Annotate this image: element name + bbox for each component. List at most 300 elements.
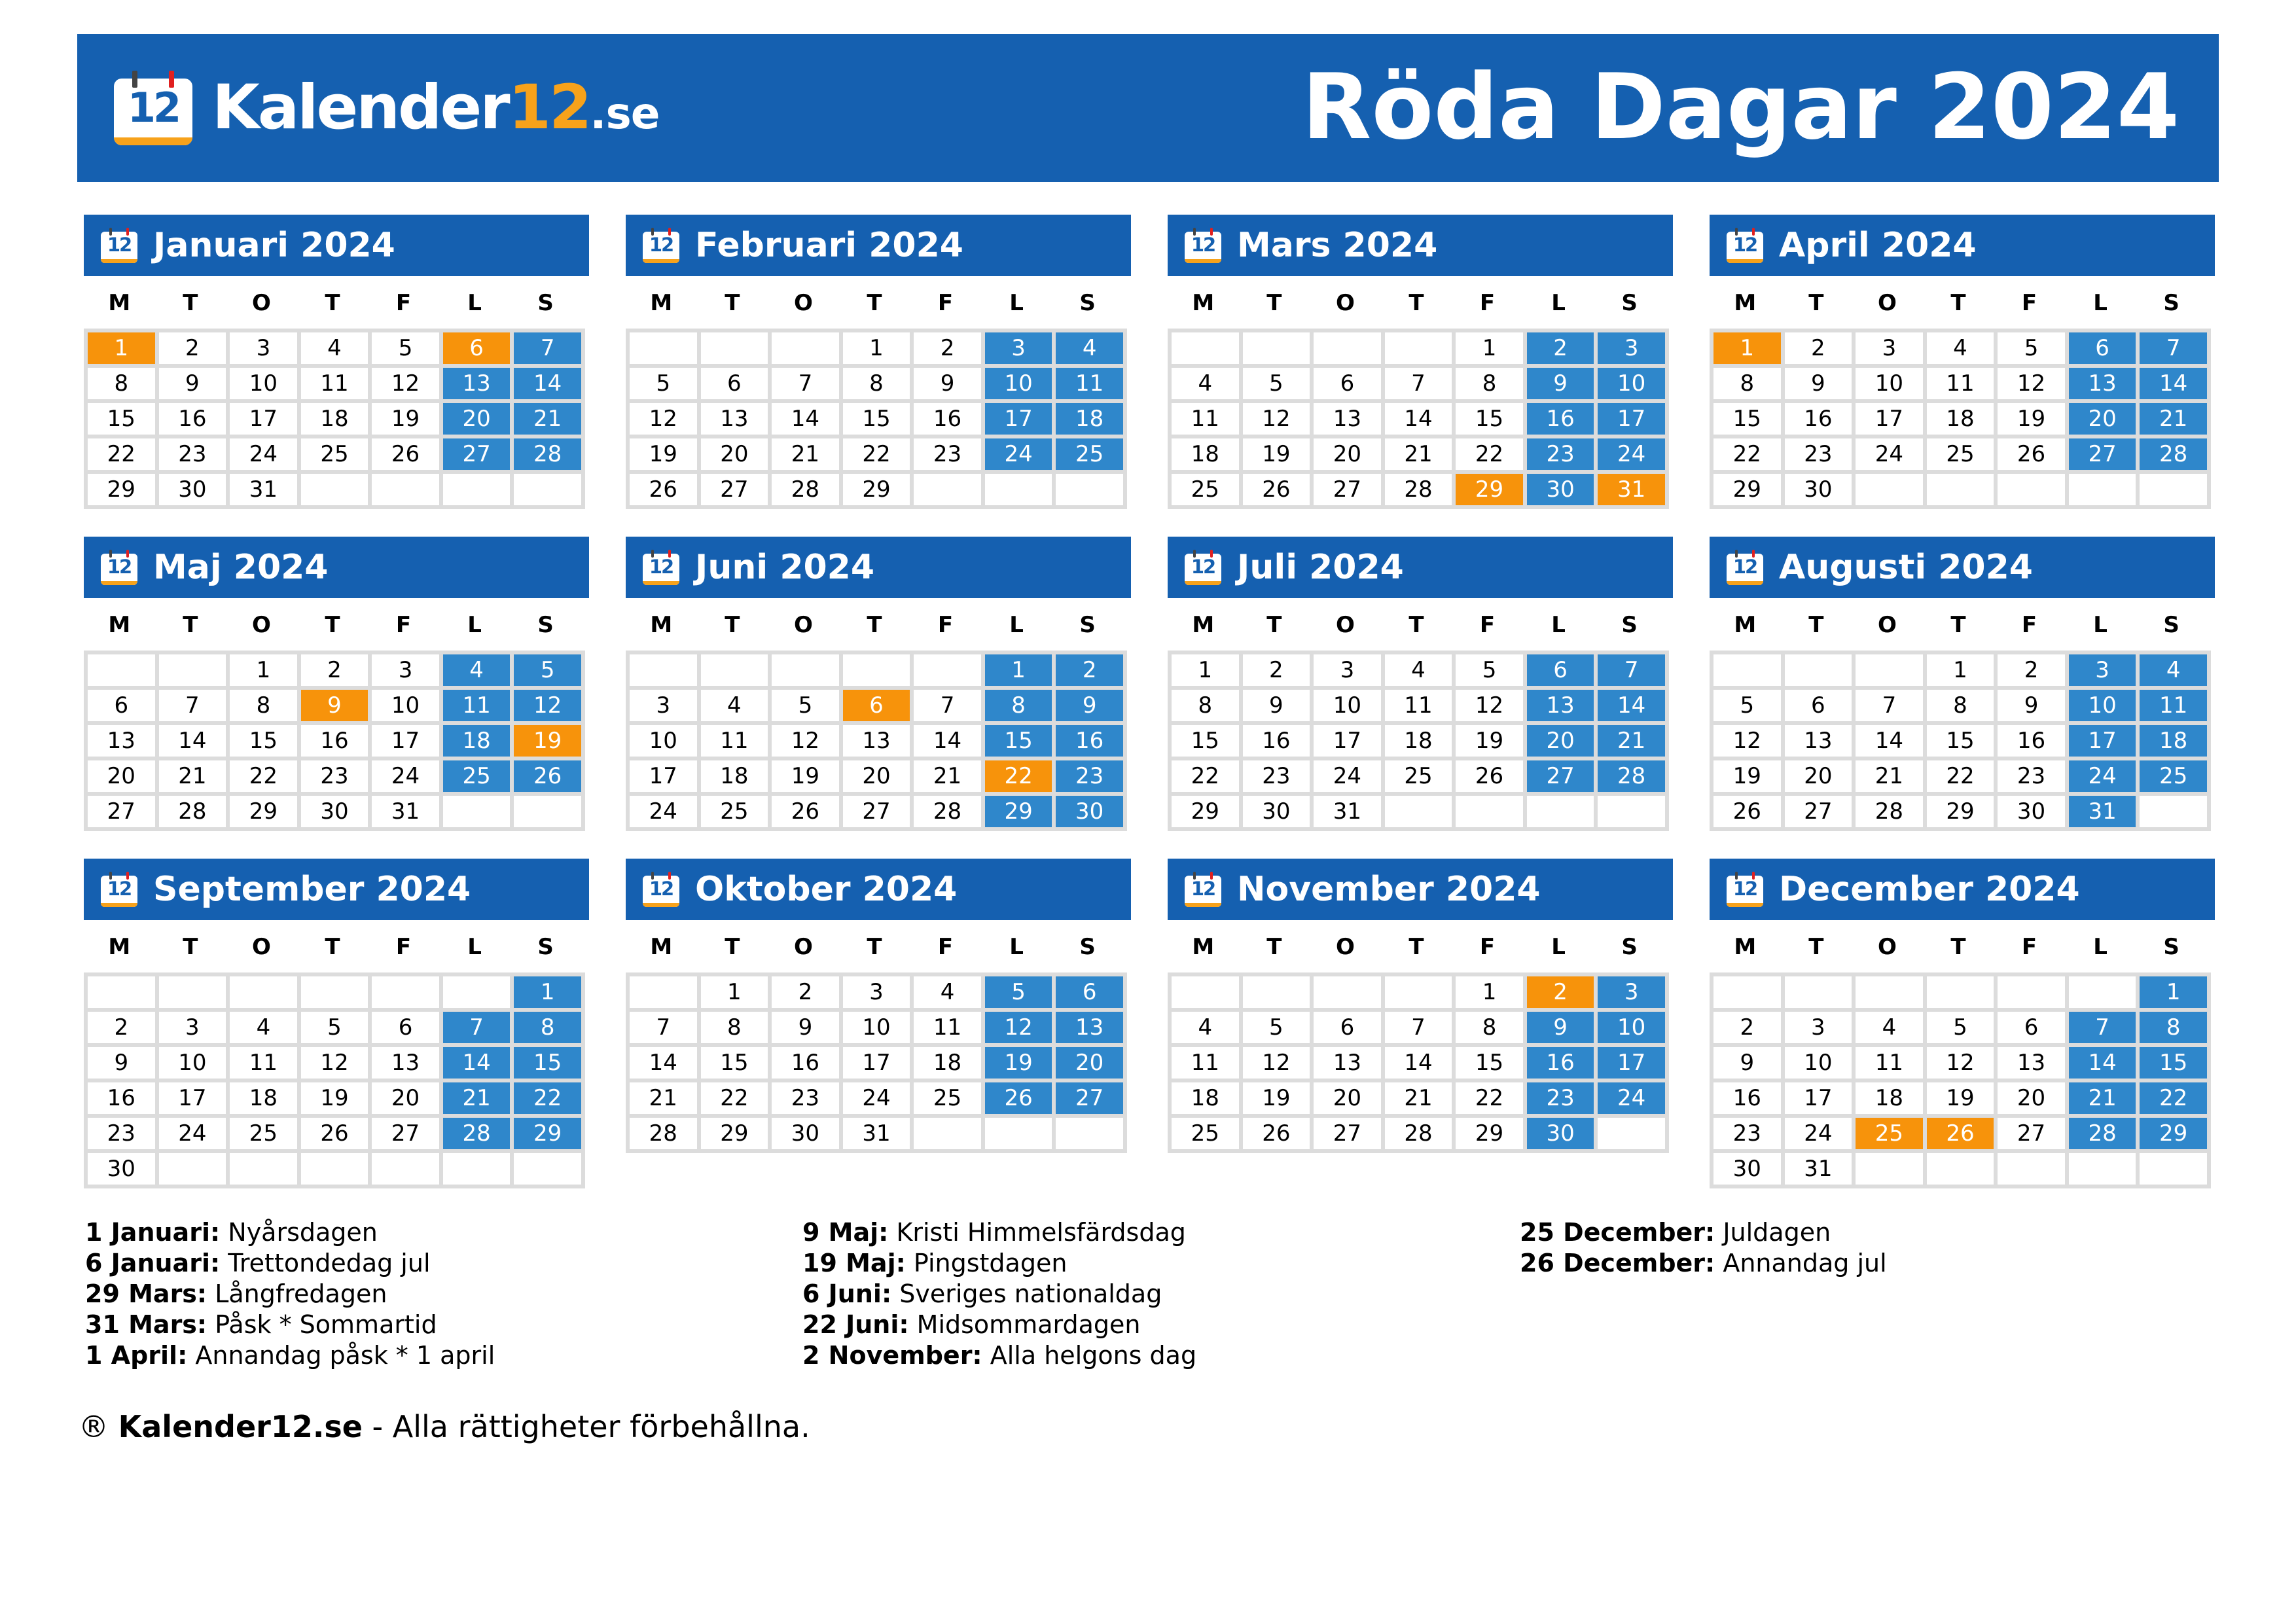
day-cell: 17 [228, 401, 299, 437]
week-row [628, 1010, 1125, 1045]
week-row [86, 688, 583, 723]
day-cell: 27 [1783, 794, 1854, 829]
day-cell: 19 [370, 401, 441, 437]
day-cell: 13 [841, 723, 912, 758]
day-cell: 11 [1854, 1045, 1925, 1080]
day-cell: 13 [1312, 1045, 1383, 1080]
day-cell: 20 [699, 437, 770, 472]
day-cell: 5 [1996, 330, 2067, 366]
weekend-day-cell: 14 [2138, 366, 2209, 401]
day-cell: 18 [299, 401, 370, 437]
day-grid [84, 972, 585, 1188]
day-cell: 10 [370, 688, 441, 723]
weekend-day-cell: 11 [2138, 688, 2209, 723]
week-row [1712, 437, 2209, 472]
weekday-label: M [650, 290, 673, 316]
holiday-day-cell: 9 [299, 688, 370, 723]
weekend-day-cell: 7 [441, 1010, 512, 1045]
month-header [1710, 537, 2215, 598]
day-cell: 7 [628, 1010, 699, 1045]
empty-cell [370, 974, 441, 1010]
day-cell: 16 [1996, 723, 2067, 758]
empty-cell [228, 1151, 299, 1186]
month-title: Juni 2024 [695, 548, 875, 587]
weekend-day-cell: 13 [441, 366, 512, 401]
weekend-day-cell: 4 [2138, 652, 2209, 688]
weekend-day-cell: 21 [441, 1080, 512, 1116]
day-cell: 21 [628, 1080, 699, 1116]
month-title: Maj 2024 [153, 548, 329, 587]
weekday-label: O [793, 934, 813, 960]
day-cell: 21 [1383, 437, 1454, 472]
day-grid [1168, 329, 1669, 509]
weekday-label: S [537, 612, 554, 638]
day-cell: 2 [770, 974, 841, 1010]
holiday-date: 6 Juni: [802, 1279, 892, 1308]
day-cell: 5 [1712, 688, 1783, 723]
day-grid [1710, 329, 2211, 509]
weekday-label: F [937, 934, 954, 960]
day-cell: 8 [841, 366, 912, 401]
day-cell: 7 [912, 688, 983, 723]
day-grid [1710, 972, 2211, 1188]
weekday-label: T [1266, 934, 1282, 960]
weekend-day-cell: 7 [512, 330, 583, 366]
weekday-label: T [1266, 290, 1282, 316]
weekend-day-cell: 7 [1596, 652, 1667, 688]
week-row [628, 1116, 1125, 1151]
empty-cell [2138, 794, 2209, 829]
weekend-day-cell: 7 [2138, 330, 2209, 366]
weekday-label: T [867, 612, 882, 638]
month-calendar [626, 859, 1131, 1153]
holiday-name: Nyårsdagen [228, 1218, 378, 1247]
holiday-column [802, 1217, 1196, 1371]
calendar-icon: 12 [643, 872, 679, 907]
calendar-icon: 12 [643, 228, 679, 263]
weekday-label: L [2093, 934, 2108, 960]
day-cell: 4 [1383, 652, 1454, 688]
day-cell: 19 [628, 437, 699, 472]
day-cell: 10 [1312, 688, 1383, 723]
day-cell: 6 [1312, 1010, 1383, 1045]
day-cell: 2 [1783, 330, 1854, 366]
day-cell: 8 [1454, 366, 1525, 401]
month-title: April 2024 [1779, 226, 1977, 265]
weekend-day-cell: 30 [1525, 1116, 1596, 1151]
day-cell: 31 [370, 794, 441, 829]
day-cell: 6 [1312, 366, 1383, 401]
weekend-day-cell: 7 [2067, 1010, 2138, 1045]
weekend-day-cell: 25 [2138, 758, 2209, 794]
month-calendar [1168, 859, 1673, 1153]
holiday-entry [1520, 1248, 1887, 1279]
weekend-day-cell: 14 [2067, 1045, 2138, 1080]
day-cell: 25 [299, 437, 370, 472]
day-cell: 11 [1170, 401, 1241, 437]
day-cell: 1 [1925, 652, 1996, 688]
day-cell: 13 [699, 401, 770, 437]
weekend-day-cell: 4 [1054, 330, 1125, 366]
holiday-entry [802, 1217, 1196, 1248]
month-calendar [1168, 215, 1673, 509]
week-row [86, 366, 583, 401]
holiday-entry [85, 1340, 495, 1371]
weekday-label: T [1950, 934, 1966, 960]
empty-cell [1596, 1116, 1667, 1151]
day-cell: 11 [912, 1010, 983, 1045]
day-cell: 18 [912, 1045, 983, 1080]
day-cell: 27 [1312, 1116, 1383, 1151]
weekday-label: M [650, 934, 673, 960]
day-grid [626, 651, 1127, 831]
day-cell: 31 [228, 472, 299, 507]
day-cell: 23 [1241, 758, 1312, 794]
weekday-header-row [1168, 288, 1665, 318]
empty-cell [157, 1151, 228, 1186]
day-cell: 23 [1712, 1116, 1783, 1151]
day-cell: 17 [1854, 401, 1925, 437]
empty-cell [1383, 974, 1454, 1010]
day-cell: 5 [1454, 652, 1525, 688]
empty-cell [299, 974, 370, 1010]
day-cell: 17 [1312, 723, 1383, 758]
weekend-day-cell: 20 [1054, 1045, 1125, 1080]
weekday-header-row [626, 288, 1123, 318]
day-cell: 21 [1854, 758, 1925, 794]
day-grid [1710, 651, 2211, 831]
day-cell: 23 [770, 1080, 841, 1116]
day-cell: 16 [1241, 723, 1312, 758]
weekday-header-row [626, 932, 1123, 962]
day-cell: 11 [299, 366, 370, 401]
day-cell: 27 [86, 794, 157, 829]
day-cell: 30 [86, 1151, 157, 1186]
week-row [1712, 1116, 2209, 1151]
day-cell: 23 [299, 758, 370, 794]
week-row [628, 723, 1125, 758]
day-cell: 17 [1783, 1080, 1854, 1116]
day-cell: 28 [1854, 794, 1925, 829]
day-cell: 26 [1241, 472, 1312, 507]
weekday-label: M [650, 612, 673, 638]
holiday-date: 1 Januari: [85, 1218, 221, 1247]
weekend-day-cell: 28 [1596, 758, 1667, 794]
calendar-icon: 12 [101, 228, 137, 263]
weekend-day-cell: 25 [441, 758, 512, 794]
weekend-day-cell: 10 [1596, 366, 1667, 401]
weekend-day-cell: 23 [1525, 1080, 1596, 1116]
day-cell: 16 [299, 723, 370, 758]
holiday-name: Sveriges nationaldag [899, 1279, 1162, 1308]
day-cell: 3 [628, 688, 699, 723]
weekday-header-row [1710, 288, 2207, 318]
empty-cell [86, 974, 157, 1010]
week-row [86, 437, 583, 472]
empty-cell [1454, 794, 1525, 829]
weekday-label: O [1335, 612, 1355, 638]
day-cell: 22 [1170, 758, 1241, 794]
day-cell: 19 [1925, 1080, 1996, 1116]
day-cell: 1 [1454, 974, 1525, 1010]
day-cell: 3 [157, 1010, 228, 1045]
day-cell: 19 [1241, 437, 1312, 472]
day-cell: 11 [228, 1045, 299, 1080]
day-cell: 4 [1925, 330, 1996, 366]
week-row [86, 1080, 583, 1116]
day-cell: 16 [1783, 401, 1854, 437]
weekend-day-cell: 9 [1054, 688, 1125, 723]
day-cell: 25 [1170, 472, 1241, 507]
weekend-day-cell: 13 [2067, 366, 2138, 401]
day-cell: 27 [1312, 472, 1383, 507]
empty-cell [1783, 652, 1854, 688]
day-cell: 20 [841, 758, 912, 794]
week-row [1712, 794, 2209, 829]
weekday-label: O [1877, 934, 1897, 960]
weekend-day-cell: 8 [983, 688, 1054, 723]
day-cell: 13 [1996, 1045, 2067, 1080]
day-cell: 21 [157, 758, 228, 794]
day-cell: 28 [628, 1116, 699, 1151]
weekday-label: M [1734, 290, 1757, 316]
day-cell: 31 [1783, 1151, 1854, 1186]
day-cell: 14 [1383, 1045, 1454, 1080]
day-cell: 20 [1312, 1080, 1383, 1116]
day-cell: 1 [228, 652, 299, 688]
empty-cell [699, 330, 770, 366]
day-cell: 14 [628, 1045, 699, 1080]
day-cell: 19 [1996, 401, 2067, 437]
day-cell: 19 [1712, 758, 1783, 794]
day-cell: 20 [86, 758, 157, 794]
weekend-day-cell: 28 [2138, 437, 2209, 472]
weekend-day-cell: 27 [2067, 437, 2138, 472]
week-row [628, 1080, 1125, 1116]
day-cell: 26 [370, 437, 441, 472]
week-row [1712, 652, 2209, 688]
weekend-day-cell: 12 [512, 688, 583, 723]
day-cell: 15 [86, 401, 157, 437]
weekend-day-cell: 15 [512, 1045, 583, 1080]
empty-cell [983, 1116, 1054, 1151]
holiday-date: 9 Maj: [802, 1218, 889, 1247]
day-cell: 16 [912, 401, 983, 437]
holiday-date: 31 Mars: [85, 1310, 207, 1339]
day-cell: 5 [370, 330, 441, 366]
week-row [628, 366, 1125, 401]
day-cell: 18 [1383, 723, 1454, 758]
empty-cell [1854, 1151, 1925, 1186]
weekday-label: T [1408, 934, 1424, 960]
day-cell: 9 [86, 1045, 157, 1080]
day-cell: 8 [1170, 688, 1241, 723]
day-cell: 30 [1783, 472, 1854, 507]
day-cell: 21 [770, 437, 841, 472]
day-cell: 9 [1241, 688, 1312, 723]
day-cell: 16 [157, 401, 228, 437]
day-cell: 19 [1454, 723, 1525, 758]
week-row [628, 652, 1125, 688]
weekend-day-cell: 27 [441, 437, 512, 472]
week-row [628, 758, 1125, 794]
weekend-day-cell: 19 [983, 1045, 1054, 1080]
month-header [84, 215, 589, 276]
day-cell: 8 [1454, 1010, 1525, 1045]
day-cell: 4 [699, 688, 770, 723]
day-cell: 18 [1170, 437, 1241, 472]
day-grid [1168, 651, 1669, 831]
weekend-day-cell: 12 [983, 1010, 1054, 1045]
weekday-label: S [2163, 290, 2179, 316]
holiday-day-cell: 25 [1854, 1116, 1925, 1151]
day-cell: 10 [1783, 1045, 1854, 1080]
week-row [86, 1116, 583, 1151]
weekend-day-cell: 29 [512, 1116, 583, 1151]
day-cell: 24 [370, 758, 441, 794]
month-header [1168, 859, 1673, 920]
weekend-day-cell: 29 [2138, 1116, 2209, 1151]
month-title: November 2024 [1237, 870, 1541, 909]
day-cell: 19 [299, 1080, 370, 1116]
day-cell: 27 [370, 1116, 441, 1151]
day-cell: 22 [1454, 1080, 1525, 1116]
day-cell: 1 [699, 974, 770, 1010]
site-logo[interactable] [114, 71, 660, 145]
empty-cell [983, 472, 1054, 507]
day-cell: 3 [1783, 1010, 1854, 1045]
day-cell: 4 [1170, 1010, 1241, 1045]
day-cell: 24 [1783, 1116, 1854, 1151]
day-cell: 18 [228, 1080, 299, 1116]
week-row [628, 688, 1125, 723]
week-row [1170, 652, 1667, 688]
weekday-label: T [1808, 290, 1824, 316]
day-cell: 26 [1996, 437, 2067, 472]
day-cell: 3 [841, 974, 912, 1010]
day-cell: 31 [1312, 794, 1383, 829]
weekday-label: S [1621, 612, 1638, 638]
day-cell: 24 [628, 794, 699, 829]
weekday-label: M [108, 934, 131, 960]
weekend-day-cell: 2 [1054, 652, 1125, 688]
day-cell: 15 [1712, 401, 1783, 437]
day-cell: 6 [1996, 1010, 2067, 1045]
weekday-label: S [537, 290, 554, 316]
day-cell: 24 [841, 1080, 912, 1116]
holiday-date: 2 November: [802, 1341, 982, 1370]
day-cell: 24 [1312, 758, 1383, 794]
weekday-label: F [937, 612, 954, 638]
weekday-label: F [395, 290, 412, 316]
holiday-day-cell: 6 [841, 688, 912, 723]
day-cell: 8 [1925, 688, 1996, 723]
weekend-day-cell: 8 [2138, 1010, 2209, 1045]
calendar-icon: 12 [1185, 872, 1221, 907]
day-cell: 8 [228, 688, 299, 723]
holiday-name: Juldagen [1723, 1218, 1831, 1247]
holiday-date: 22 Juni: [802, 1310, 909, 1339]
day-cell: 28 [770, 472, 841, 507]
day-cell: 17 [370, 723, 441, 758]
day-cell: 26 [628, 472, 699, 507]
day-cell: 27 [699, 472, 770, 507]
empty-cell [1525, 794, 1596, 829]
weekday-label: T [725, 934, 740, 960]
holiday-entry [1520, 1217, 1887, 1248]
month-title: Augusti 2024 [1779, 548, 2033, 587]
day-cell: 29 [841, 472, 912, 507]
day-cell: 16 [1712, 1080, 1783, 1116]
weekday-label: S [1621, 290, 1638, 316]
day-cell: 24 [228, 437, 299, 472]
day-cell: 25 [699, 794, 770, 829]
week-row [628, 437, 1125, 472]
weekday-label: T [183, 934, 198, 960]
day-cell: 13 [1312, 401, 1383, 437]
week-row [1712, 758, 2209, 794]
empty-cell [1241, 974, 1312, 1010]
weekend-day-cell: 14 [1596, 688, 1667, 723]
weekday-label: S [1079, 934, 1096, 960]
holiday-column [85, 1217, 495, 1371]
day-cell: 7 [1854, 688, 1925, 723]
weekend-day-cell: 9 [1525, 366, 1596, 401]
weekend-day-cell: 16 [1054, 723, 1125, 758]
weekend-day-cell: 26 [983, 1080, 1054, 1116]
empty-cell [912, 652, 983, 688]
weekend-day-cell: 13 [1525, 688, 1596, 723]
day-cell: 6 [370, 1010, 441, 1045]
week-row [86, 330, 583, 366]
weekday-header-row [1168, 610, 1665, 640]
day-cell: 23 [912, 437, 983, 472]
weekday-label: O [1335, 290, 1355, 316]
day-cell: 7 [1383, 1010, 1454, 1045]
empty-cell [1854, 652, 1925, 688]
empty-cell [157, 652, 228, 688]
day-cell: 27 [1996, 1116, 2067, 1151]
month-title: Juli 2024 [1237, 548, 1404, 587]
weekend-day-cell: 3 [2067, 652, 2138, 688]
weekday-label: T [867, 934, 882, 960]
weekday-label: O [793, 290, 813, 316]
day-cell: 15 [1925, 723, 1996, 758]
week-row [86, 1045, 583, 1080]
weekend-day-cell: 5 [983, 974, 1054, 1010]
empty-cell [2067, 1151, 2138, 1186]
weekday-label: T [1408, 290, 1424, 316]
weekday-label: L [2093, 290, 2108, 316]
weekend-day-cell: 17 [983, 401, 1054, 437]
month-header [1168, 537, 1673, 598]
day-cell: 12 [770, 723, 841, 758]
holiday-name: Pingstdagen [913, 1249, 1067, 1277]
month-title: Oktober 2024 [695, 870, 958, 909]
weekend-day-cell: 10 [983, 366, 1054, 401]
weekday-header-row [626, 610, 1123, 640]
day-cell: 14 [1854, 723, 1925, 758]
day-cell: 20 [1783, 758, 1854, 794]
day-cell: 1 [1454, 330, 1525, 366]
holiday-date: 1 April: [85, 1341, 188, 1370]
holiday-entry [802, 1310, 1196, 1340]
day-cell: 29 [1925, 794, 1996, 829]
empty-cell [1854, 472, 1925, 507]
week-row [1170, 758, 1667, 794]
weekend-day-cell: 13 [1054, 1010, 1125, 1045]
day-cell: 23 [1783, 437, 1854, 472]
